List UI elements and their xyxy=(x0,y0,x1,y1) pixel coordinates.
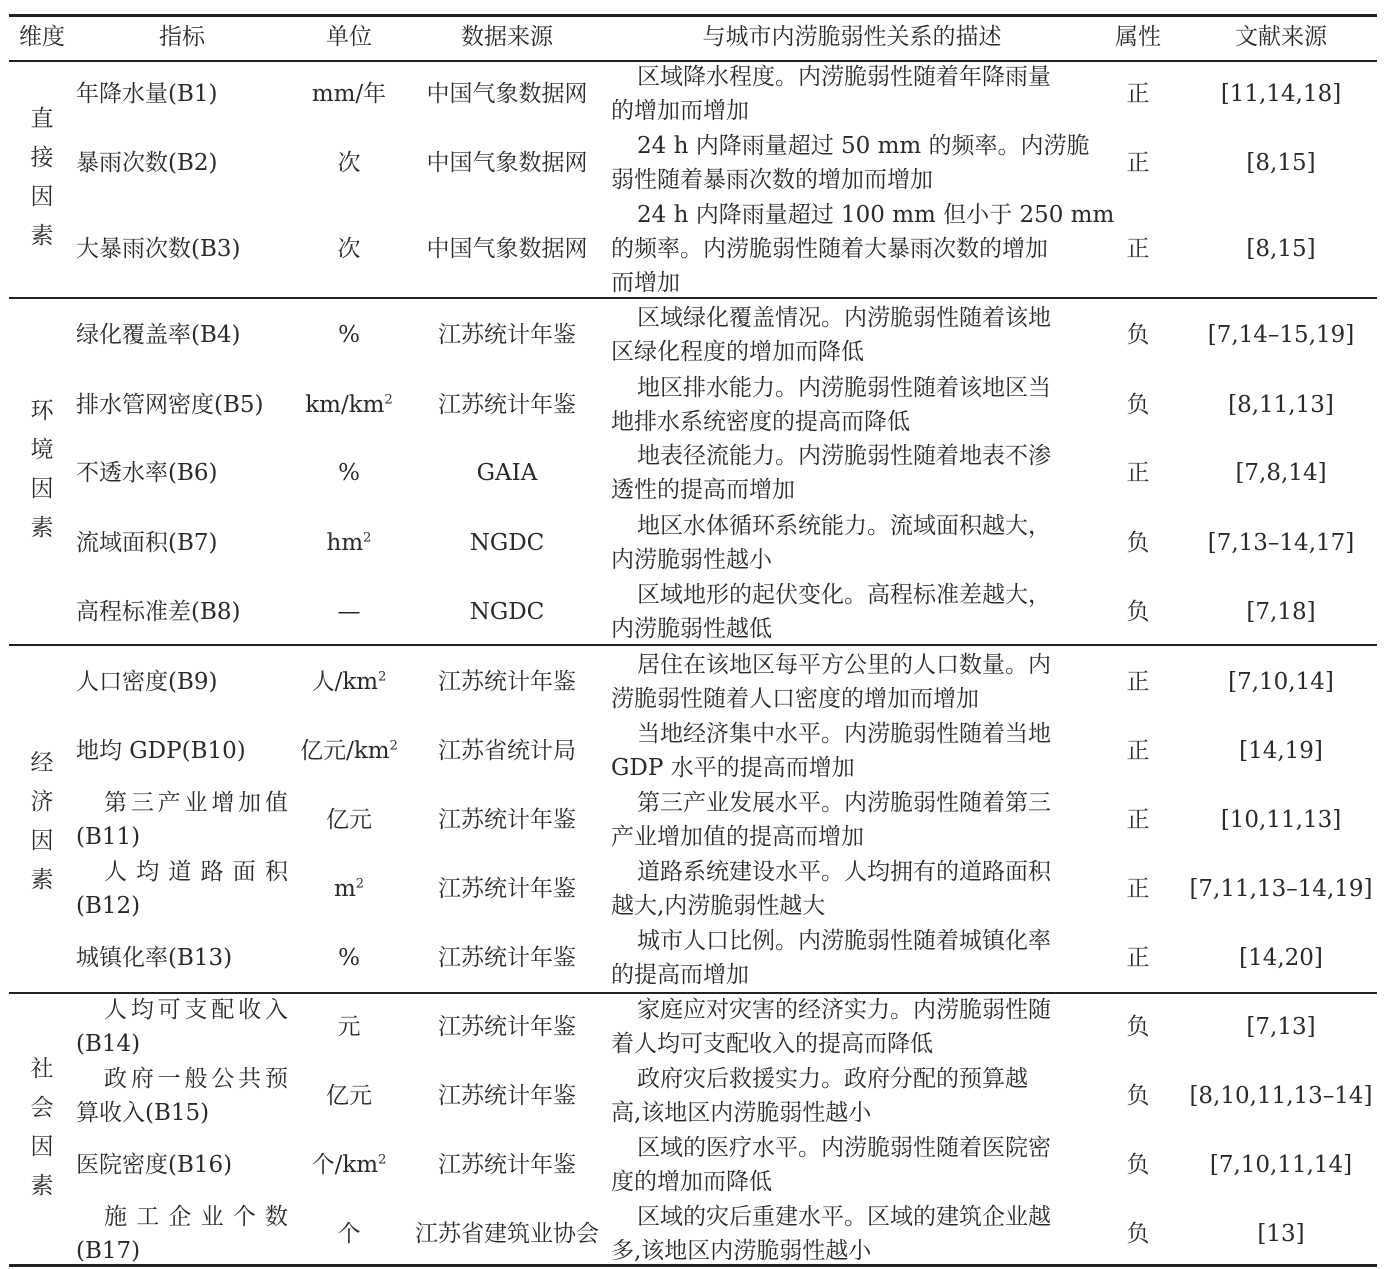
reference-cell: [7,8,14] xyxy=(1235,460,1327,486)
description-cell: 当地经济集中水平。内涝脆弱性随着当地 GDP 水平的提高而增加 xyxy=(611,721,1051,781)
table-rule-0 xyxy=(9,14,1377,17)
reference-cell: [7,10,11,14] xyxy=(1209,1152,1353,1178)
unit-cell: 元 xyxy=(337,1014,361,1040)
data-source-cell: 江苏统计年鉴 xyxy=(438,1014,576,1040)
data-source-cell: 江苏统计年鉴 xyxy=(438,322,576,348)
unit-cell: 次 xyxy=(337,150,361,176)
reference-cell: [8,15] xyxy=(1246,236,1316,262)
attribute-cell: 负 xyxy=(1126,392,1150,418)
data-source-cell: NGDC xyxy=(469,530,545,556)
indicator-name: 绿化覆盖率(B4) xyxy=(76,322,241,348)
indicator-name: 高程标准差(B8) xyxy=(76,599,241,625)
attribute-cell: 正 xyxy=(1126,236,1150,262)
unit-cell: $km/km^2$ xyxy=(305,392,393,418)
attribute-cell: 正 xyxy=(1126,669,1150,695)
description-cell: 道路系统建设水平。人均拥有的道路面积 越大,内涝脆弱性越大 xyxy=(611,859,1051,919)
data-source-cell: 江苏统计年鉴 xyxy=(438,1083,576,1109)
unit-cell: 亿元$/km^2$ xyxy=(300,738,398,764)
attribute-cell: 负 xyxy=(1126,1221,1150,1247)
reference-cell: [10,11,13] xyxy=(1220,807,1342,833)
reference-cell: [8,10,11,13–14] xyxy=(1189,1083,1373,1109)
data-source-cell: 江苏统计年鉴 xyxy=(438,876,576,902)
dimension-label: 社 会 因 素 xyxy=(30,1056,54,1199)
attribute-cell: 负 xyxy=(1126,322,1150,348)
unit-cell: % xyxy=(338,322,360,348)
indicator-name: 第三产业增加值 (B11) xyxy=(76,790,288,850)
indicator-name: 医院密度(B16) xyxy=(76,1152,233,1178)
data-source-cell: 中国气象数据网 xyxy=(426,81,588,107)
unit-cell: $hm^2$ xyxy=(326,530,372,556)
attribute-cell: 正 xyxy=(1126,460,1150,486)
reference-cell: [13] xyxy=(1257,1221,1305,1247)
indicator-name: 人均道路面积 (B12) xyxy=(76,859,288,919)
indicator-name: 年降水量(B1) xyxy=(76,81,218,107)
description-cell: 区域降水程度。内涝脆弱性随着年降雨量 的增加而增加 xyxy=(611,64,1051,124)
data-source-cell: NGDC xyxy=(469,599,545,625)
reference-cell: [8,15] xyxy=(1246,150,1316,176)
attribute-cell: 正 xyxy=(1126,738,1150,764)
unit-cell: — xyxy=(337,599,361,625)
data-source-cell: 江苏统计年鉴 xyxy=(438,392,576,418)
description-cell: 区域地形的起伏变化。高程标准差越大， 内涝脆弱性越低 xyxy=(611,582,1051,642)
data-source-cell: 江苏统计年鉴 xyxy=(438,807,576,833)
column-header: 指标 xyxy=(159,24,205,50)
data-source-cell: 中国气象数据网 xyxy=(426,236,588,262)
indicator-name: 地均 GDP(B10) xyxy=(76,738,246,764)
dimension-label: 直 接 因 素 xyxy=(30,106,54,249)
unit-cell: $m^2$ xyxy=(333,876,365,902)
column-header: 维度 xyxy=(19,24,65,50)
attribute-cell: 负 xyxy=(1126,530,1150,556)
indicator-name: 人均可支配收入 (B14) xyxy=(76,997,288,1057)
unit-cell: mm/年 xyxy=(311,81,387,107)
unit-cell: % xyxy=(338,460,360,486)
unit-cell: 个 xyxy=(337,1221,361,1247)
data-source-cell: 江苏省统计局 xyxy=(438,738,576,764)
description-cell: 区域绿化覆盖情况。内涝脆弱性随着该地 区绿化程度的增加而降低 xyxy=(611,305,1051,365)
indicator-name: 不透水率(B6) xyxy=(76,460,218,486)
reference-cell: [7,18] xyxy=(1246,599,1316,625)
reference-cell: [14,19] xyxy=(1239,738,1323,764)
column-header: 文献来源 xyxy=(1235,24,1327,50)
description-cell: 区域的医疗水平。内涝脆弱性随着医院密 度的增加而降低 xyxy=(611,1135,1051,1195)
reference-cell: [14,20] xyxy=(1239,945,1323,971)
dimension-label: 环 境 因 素 xyxy=(30,398,54,541)
reference-cell: [7,13–14,17] xyxy=(1207,530,1355,556)
unit-cell: 人$/km^2$ xyxy=(311,669,387,695)
unit-cell: 亿元 xyxy=(326,1083,372,1109)
indicator-name: 人口密度(B9) xyxy=(76,669,218,695)
attribute-cell: 正 xyxy=(1126,945,1150,971)
attribute-cell: 负 xyxy=(1126,1152,1150,1178)
description-cell: 地区排水能力。内涝脆弱性随着该地区当 地排水系统密度的提高而降低 xyxy=(611,375,1051,435)
reference-cell: [7,10,14] xyxy=(1228,669,1334,695)
data-source-cell: 江苏省建筑业协会 xyxy=(415,1221,599,1247)
reference-cell: [7,13] xyxy=(1246,1014,1316,1040)
description-cell: 24 h 内降雨量超过 50 mm 的频率。内涝脆 弱性随着暴雨次数的增加而增加 xyxy=(611,133,1090,193)
description-cell: 城市人口比例。内涝脆弱性随着城镇化率 的提高而增加 xyxy=(611,928,1051,988)
indicator-name: 暴雨次数(B2) xyxy=(76,150,218,176)
indicator-name: 施工企业个数 (B17) xyxy=(76,1204,288,1264)
description-cell: 居住在该地区每平方公里的人口数量。内 涝脆弱性随着人口密度的增加而增加 xyxy=(611,652,1051,712)
description-cell: 家庭应对灾害的经济实力。内涝脆弱性随 着人均可支配收入的提高而降低 xyxy=(611,997,1051,1057)
indicator-name: 城镇化率(B13) xyxy=(76,945,233,971)
column-header: 数据来源 xyxy=(461,24,553,50)
data-source-cell: 江苏统计年鉴 xyxy=(438,945,576,971)
column-header: 单位 xyxy=(326,24,372,50)
attribute-cell: 正 xyxy=(1126,807,1150,833)
attribute-cell: 负 xyxy=(1126,599,1150,625)
attribute-cell: 负 xyxy=(1126,1014,1150,1040)
description-cell: 地表径流能力。内涝脆弱性随着地表不渗 透性的提高而增加 xyxy=(611,443,1051,503)
data-source-cell: 江苏统计年鉴 xyxy=(438,669,576,695)
attribute-cell: 正 xyxy=(1126,81,1150,107)
indicator-name: 排水管网密度(B5) xyxy=(76,392,264,418)
unit-cell: 亿元 xyxy=(326,807,372,833)
description-cell: 第三产业发展水平。内涝脆弱性随着第三 产业增加值的提高而增加 xyxy=(611,790,1051,850)
unit-cell: 次 xyxy=(337,236,361,262)
column-header: 与城市内涝脆弱性关系的描述 xyxy=(702,24,1002,50)
description-cell: 24 h 内降雨量超过 100 mm 但小于 250 mm 的频率。内涝脆弱性随着大暴雨次数的增加 而增加 xyxy=(611,202,1115,296)
description-cell: 政府灾后救援实力。政府分配的预算越 高,该地区内涝脆弱性越小 xyxy=(611,1066,1028,1126)
data-source-cell: GAIA xyxy=(476,460,538,486)
indicator-name: 政府一般公共预 算收入(B15) xyxy=(76,1066,288,1126)
data-source-cell: 中国气象数据网 xyxy=(426,150,588,176)
data-source-cell: 江苏统计年鉴 xyxy=(438,1152,576,1178)
description-cell: 区域的灾后重建水平。区域的建筑企业越 多,该地区内涝脆弱性越小 xyxy=(611,1204,1051,1264)
unit-cell: 个$/km^2$ xyxy=(311,1152,387,1178)
reference-cell: [8,11,13] xyxy=(1228,392,1334,418)
unit-cell: % xyxy=(338,945,360,971)
reference-cell: [11,14,18] xyxy=(1220,81,1342,107)
attribute-cell: 正 xyxy=(1126,150,1150,176)
indicator-name: 流域面积(B7) xyxy=(76,530,218,556)
dimension-label: 经 济 因 素 xyxy=(30,750,54,893)
attribute-cell: 正 xyxy=(1126,876,1150,902)
reference-cell: [7,14–15,19] xyxy=(1207,322,1355,348)
reference-cell: [7,11,13–14,19] xyxy=(1189,876,1373,902)
column-header: 属性 xyxy=(1115,24,1161,50)
description-cell: 地区水体循环系统能力。流域面积越大， 内涝脆弱性越小 xyxy=(611,513,1051,573)
indicator-name: 大暴雨次数(B3) xyxy=(76,236,241,262)
attribute-cell: 负 xyxy=(1126,1083,1150,1109)
